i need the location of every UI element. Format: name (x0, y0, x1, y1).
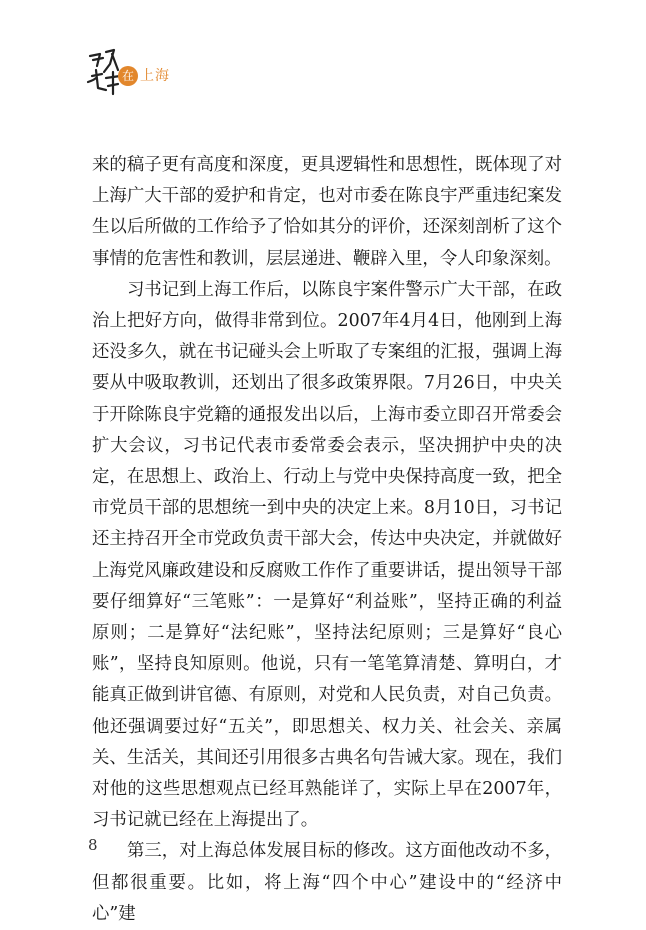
logo-badge: 在 (118, 66, 138, 86)
page-number: 8 (88, 836, 98, 854)
page-header (84, 44, 224, 114)
article-body (92, 150, 562, 930)
paragraph-2: 习书记到上海工作后，以陈良宇案件警示广大干部，在政治上把好方向，做得非常到位。2007年4月4日，他刚到上海还没多久，就在书记碰头会上听取了专案组的汇报，强调上海要从中吸取教训，还划出了很多政策界限。7月26日，中央关于开除陈良宇党籍的通报发出以后，上海市委立即召开常委会扩大会议，习书记代表市委常委会表示，坚决拥护中央的决定，在思想上、政治上、行动上与党中央保持高度一致，把全市党员干部的思想统一到中央的决定上来。8月10日，习书记还主持召开全市党政负责干部大会，传达中央决定，并就做好上海党风廉政建设和反腐败工作作了重要讲话，提出领导干部要仔细算好“三笔账”：一是算好“利益账”，坚持正确的利益原则；二是算好“法纪账”，坚持法纪原则；三是算好“良心账”，坚持良知原则。他说，只有一笔笔算清楚、算明白，才能真正做到讲官德、有原则，对党和人民负责，对自己负责。他还强调要过好“五关”，即思想关、权力关、社会关、亲属关、生活关，其间还引用很多古典名句告诫大家。现在，我们对他的这些思想观点已经耳熟能详了，实际上早在2007年，习书记就已经在上海提出了。 (92, 279, 562, 831)
paragraph-1: 来的稿子更有高度和深度，更具逻辑性和思想性，既体现了对上海广大干部的爱护和肯定，也对市委在陈良宇严重违纪案发生以后所做的工作给予了恰如其分的评价，还深刻剖析了这个事情的危害性和教训，层层递进、鞭辟入里，令人印象深刻。 (92, 155, 562, 269)
logo-place-text: 上海 (140, 68, 170, 84)
paragraph-3: 第三，对上海总体发展目标的修改。这方面他改动不多，但都很重要。比如，将上海“四个中心”建设中的“经济中心”建 (92, 841, 562, 924)
